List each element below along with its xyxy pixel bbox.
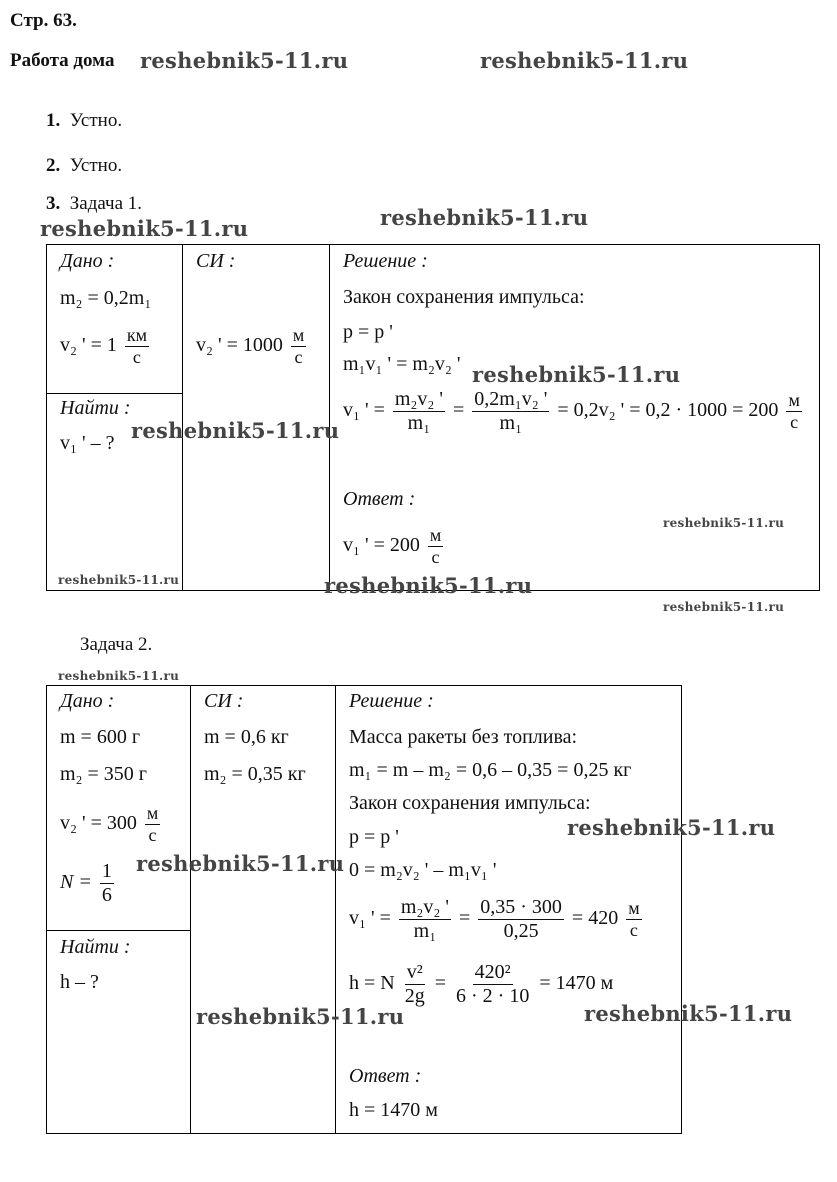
watermark: reshebnik5-11.ru: [380, 205, 589, 230]
eq-v1: v₁ ' = $\frac{\text{m₂v₂ '}}{\text{m₁}}$ = $\frac{\text{0,2m₁v₂ '}}{\text{m₁}}$ = 0,2v₂ ' = 0,2 · 1000 = 200 $\frac{м}{с}$: [343, 388, 800, 434]
answer-h: h = 1470 м: [349, 1099, 438, 1121]
si-m: m = 0,6 кг: [204, 726, 289, 748]
list-item: 2. Устно.: [46, 155, 123, 176]
otvet-label: Ответ :: [349, 1065, 422, 1087]
task2-title: Задача 2.: [80, 634, 153, 655]
law-text: Закон сохранения импульса:: [349, 792, 591, 814]
watermark: reshebnik5-11.ru: [663, 516, 785, 530]
eq-p: p = p ': [349, 826, 399, 848]
najti-label: Найти :: [60, 936, 131, 958]
reshenie-label: Решение :: [349, 690, 434, 712]
watermark: reshebnik5-11.ru: [663, 600, 785, 614]
watermark: reshebnik5-11.ru: [58, 573, 180, 587]
otvet-label: Ответ :: [343, 488, 416, 510]
given-v2: v₂ ' = 1 $\frac{км}{с}$: [60, 325, 147, 367]
eq-p: p = p ': [343, 321, 393, 343]
eq-h: h = N $\frac{\text{v²}}{2g}$ = $\frac{\text{420²}}{6 \cdot 2 \cdot 10}$ = 1470 м: [349, 961, 614, 1007]
dano-label: Дано :: [60, 690, 115, 712]
section-title: Работа дома: [10, 50, 115, 71]
watermark: reshebnik5-11.ru: [58, 669, 180, 683]
watermark: reshebnik5-11.ru: [324, 573, 533, 598]
eq-v1: v₁ ' = $\frac{\text{m₂v₂ '}}{\text{m₁}}$ = $\frac{0,35 \cdot 300}{0,25}$ = 420 $\frac{м}{с}$: [349, 896, 640, 942]
eq-zero: 0 = m₂v₂ ' – m₁v₁ ': [349, 859, 497, 881]
find-h: h – ?: [60, 971, 99, 993]
watermark: reshebnik5-11.ru: [480, 48, 689, 73]
list-item: 3. Задача 1.: [46, 193, 143, 214]
eq-mv: m₁v₁ ' = m₂v₂ ': [343, 353, 461, 375]
given-m2: m₂ = 350 г: [60, 763, 148, 785]
watermark: reshebnik5-11.ru: [40, 216, 249, 241]
law-text: Закон сохранения импульса:: [343, 286, 585, 308]
watermark: reshebnik5-11.ru: [136, 851, 345, 876]
answer-v1: v₁ ' = 200 $\frac{м}{с}$: [343, 525, 442, 567]
mass-text: Масса ракеты без топлива:: [349, 726, 578, 748]
given-m2: m₂ = 0,2m₁: [60, 287, 152, 309]
si-m2: m₂ = 0,35 кг: [204, 763, 306, 785]
given-N: N = $\frac{1}{6}$: [60, 860, 112, 906]
dano-label: Дано :: [60, 250, 115, 272]
given-m: m = 600 г: [60, 726, 141, 748]
si-label: СИ :: [196, 250, 236, 272]
watermark: reshebnik5-11.ru: [196, 1004, 405, 1029]
page-number: Стр. 63.: [10, 10, 77, 31]
watermark: reshebnik5-11.ru: [472, 362, 681, 387]
najti-label: Найти :: [60, 397, 131, 419]
reshenie-label: Решение :: [343, 250, 428, 272]
watermark: reshebnik5-11.ru: [131, 418, 340, 443]
si-v2: v₂ ' = 1000 $\frac{м}{с}$: [196, 325, 305, 367]
list-item: 1. Устно.: [46, 110, 123, 131]
find-v1: v₁ ' – ?: [60, 432, 115, 454]
si-label: СИ :: [204, 690, 244, 712]
given-v2: v₂ ' = 300 $\frac{м}{с}$: [60, 803, 159, 845]
watermark: reshebnik5-11.ru: [584, 1001, 793, 1026]
watermark: reshebnik5-11.ru: [567, 815, 776, 840]
eq-m1: m₁ = m – m₂ = 0,6 – 0,35 = 0,25 кг: [349, 759, 632, 781]
watermark: reshebnik5-11.ru: [140, 48, 349, 73]
